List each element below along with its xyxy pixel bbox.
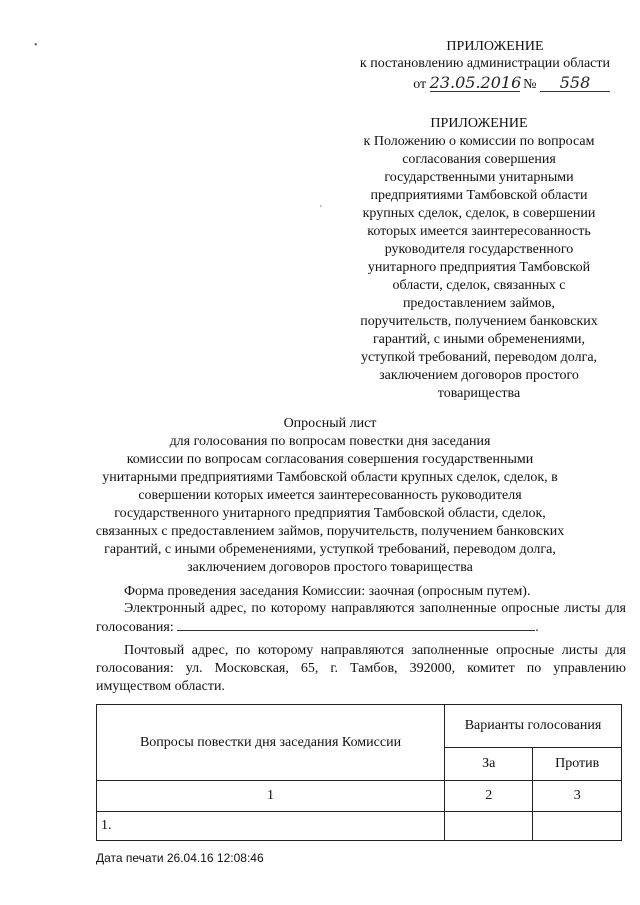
questionnaire-title-block xyxy=(80,415,580,577)
colnum-3: 3 xyxy=(533,781,622,812)
email-end: . xyxy=(535,620,539,635)
scan-artifact: ' xyxy=(320,204,322,215)
appendix-date-line xyxy=(330,74,610,93)
table-row xyxy=(97,812,622,841)
vote-against-cell[interactable] xyxy=(533,812,622,841)
appendix2-line: предприятиями Тамбовской области xyxy=(370,188,588,203)
meeting-form-paragraph: Форма проведения заседания Комиссии: заочная (опросным путем). xyxy=(124,584,531,599)
appendix-subtitle: к постановлению администрации области xyxy=(359,56,610,71)
header-questions: Вопросы повестки дня заседания Комиссии xyxy=(97,705,445,781)
questionnaire-title: Опросный лист xyxy=(283,416,377,431)
questionnaire-line: для голосования по вопросам повестки дня заседания xyxy=(169,434,491,449)
appendix2-line: области, сделок, связанных с xyxy=(392,278,566,293)
email-label: Электронный адрес, по которому направляются заполненные опросные листы для голосования: xyxy=(96,601,626,635)
appendix2-line: согласования совершения xyxy=(402,152,556,167)
number-prefix: № xyxy=(523,77,537,92)
header-against: Против xyxy=(533,748,622,781)
colnum-2: 2 xyxy=(445,781,533,812)
question-cell: 1. xyxy=(97,812,445,841)
postal-paragraph: Почтовый адрес, по которому направляются заполненные опросные листы для голосования: ул. Московская, 65, г. Тамбов, 392000, комитет по управлению имуществом области. xyxy=(96,643,626,694)
appendix2-line: уступкой требований, переводом долга, xyxy=(360,350,598,365)
appendix2-line: государственными унитарными xyxy=(384,170,574,185)
appendix2-line: гарантий, с иными обременениями, xyxy=(372,332,586,347)
scan-artifact: • xyxy=(34,40,38,51)
appendix2-title: ПРИЛОЖЕНИЕ xyxy=(430,116,528,131)
appendix2-line: заключением договоров простого xyxy=(379,368,579,383)
appendix-header-regulation xyxy=(340,115,618,403)
vote-for-cell[interactable] xyxy=(445,812,533,841)
print-date: Дата печати 26.04.16 12:08:46 xyxy=(96,851,264,865)
questionnaire-line: унитарными предприятиями Тамбовской области крупных сделок, сделок, в xyxy=(102,470,558,485)
header-for: За xyxy=(445,748,533,781)
date-prefix: от xyxy=(413,77,427,92)
appendix2-line: предоставлением займов, xyxy=(402,296,556,311)
voting-table xyxy=(96,704,622,841)
colnum-1: 1 xyxy=(97,781,445,812)
handwritten-date: 23.05.2016 xyxy=(429,73,522,92)
email-fill-line[interactable] xyxy=(177,618,535,631)
appendix2-line: поручительств, получением банковских xyxy=(360,314,598,329)
appendix2-line: унитарного предприятия Тамбовской xyxy=(367,260,591,275)
questionnaire-line: совершении которых имеется заинтересованность руководителя xyxy=(138,488,522,503)
appendix2-line: которых имеется заинтересованность xyxy=(367,224,591,239)
appendix-header-resolution xyxy=(330,38,610,93)
questionnaire-line: государственного унитарного предприятия Тамбовской области, сделок, xyxy=(114,506,546,521)
handwritten-number: 558 xyxy=(540,74,610,92)
appendix-title: ПРИЛОЖЕНИЕ xyxy=(446,39,544,54)
appendix2-line: руководителя государственного xyxy=(384,242,574,257)
header-options: Варианты голосования xyxy=(445,705,622,748)
appendix2-line: к Положению о комиссии по вопросам xyxy=(363,134,595,149)
questionnaire-line: гарантий, с иными обременениями, уступкой требований, переводом долга, xyxy=(104,542,556,557)
email-paragraph xyxy=(96,600,626,637)
appendix2-line: крупных сделок, сделок, в совершении xyxy=(362,206,596,221)
appendix2-line: товарищества xyxy=(437,386,521,401)
questionnaire-line: заключением договоров простого товарищества xyxy=(187,560,473,575)
questionnaire-line: связанных с предоставлением займов, поручительств, получением банковских xyxy=(95,524,565,539)
questionnaire-line: комиссии по вопросам согласования совершения государственными xyxy=(126,452,534,467)
